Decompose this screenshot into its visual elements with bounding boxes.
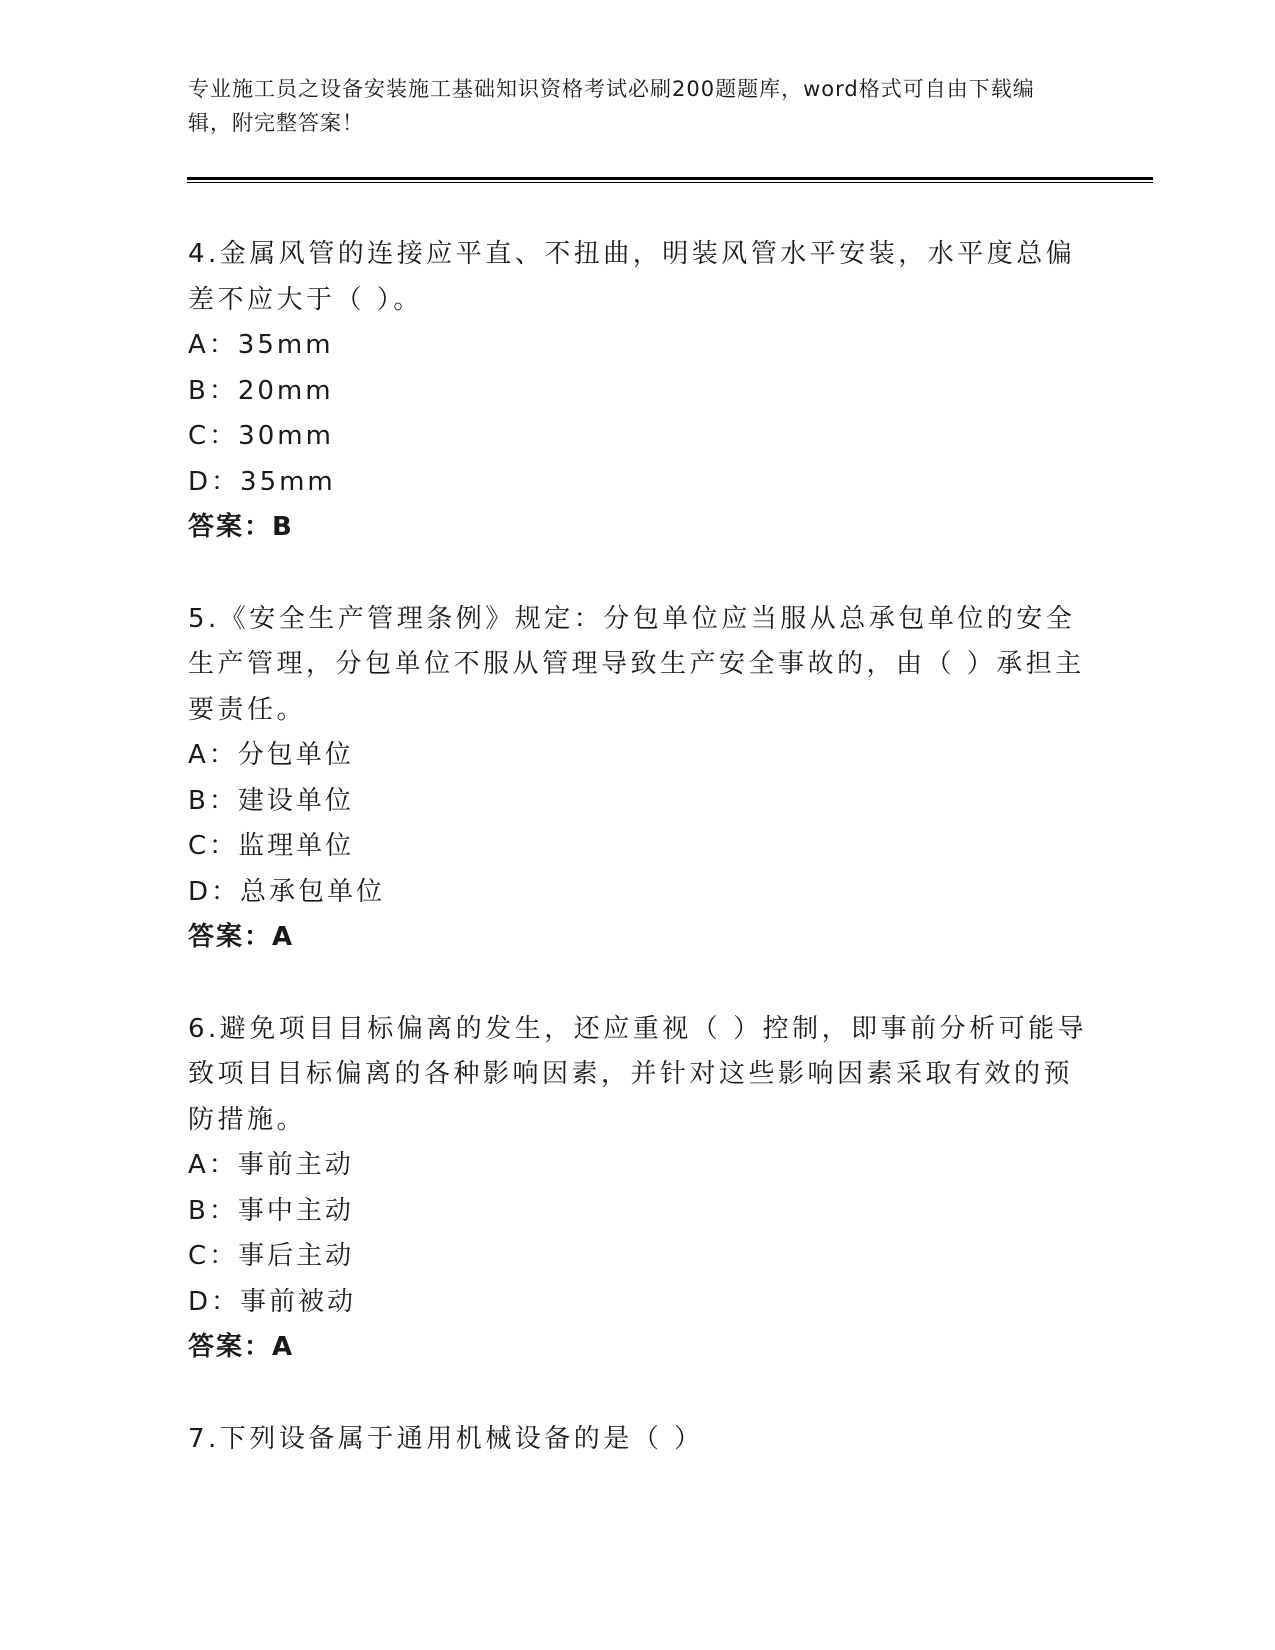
- header-divider-thick: [187, 177, 1153, 180]
- document-header: 专业施工员之设备安装施工基础知识资格考试必刷200题题库，word格式可自由下载编辑，附完整答案！: [188, 77, 1035, 135]
- question-text: 6.避免项目目标偏离的发生，还应重视（ ）控制，即事前分析可能导致项目目标偏离的各种影响因素，并针对这些影响因素采取有效的预防措施。: [188, 1013, 1088, 1135]
- option-d: D：事前被动: [188, 1286, 357, 1317]
- option-a: A：分包单位: [188, 740, 354, 770]
- option-b: B：20mm: [188, 375, 334, 406]
- header-divider-thin: [187, 182, 1153, 183]
- question-4: [188, 232, 1088, 551]
- option-b: B：事中主动: [188, 1195, 354, 1226]
- option-b: B：建设单位: [188, 785, 354, 816]
- question-list: [188, 232, 1088, 1508]
- option-d: D：35mm: [188, 466, 336, 497]
- option-c: C：30mm: [188, 421, 334, 451]
- option-a: A：35mm: [188, 330, 334, 360]
- question-6: [188, 1007, 1088, 1371]
- question-5: [188, 597, 1088, 961]
- option-c: C：事后主动: [188, 1241, 355, 1271]
- option-a: A：事前主动: [188, 1150, 354, 1180]
- option-c: C：监理单位: [188, 831, 355, 861]
- question-text: 4.金属风管的连接应平直、不扭曲，明装风管水平安装，水平度总偏差不应大于（ ）。: [188, 239, 1076, 315]
- answer: 答案：A: [188, 1332, 295, 1362]
- option-d: D：总承包单位: [188, 876, 386, 907]
- answer: 答案：A: [188, 922, 295, 952]
- question-text: 5.《安全生产管理条例》规定：分包单位应当服从总承包单位的安全生产管理，分包单位不服从管理导致生产安全事故的，由（ ）承担主要责任。: [188, 603, 1085, 725]
- question-text: 7.下列设备属于通用机械设备的是（ ）: [188, 1423, 704, 1454]
- question-7: [188, 1417, 1088, 1463]
- answer: 答案：B: [188, 512, 294, 542]
